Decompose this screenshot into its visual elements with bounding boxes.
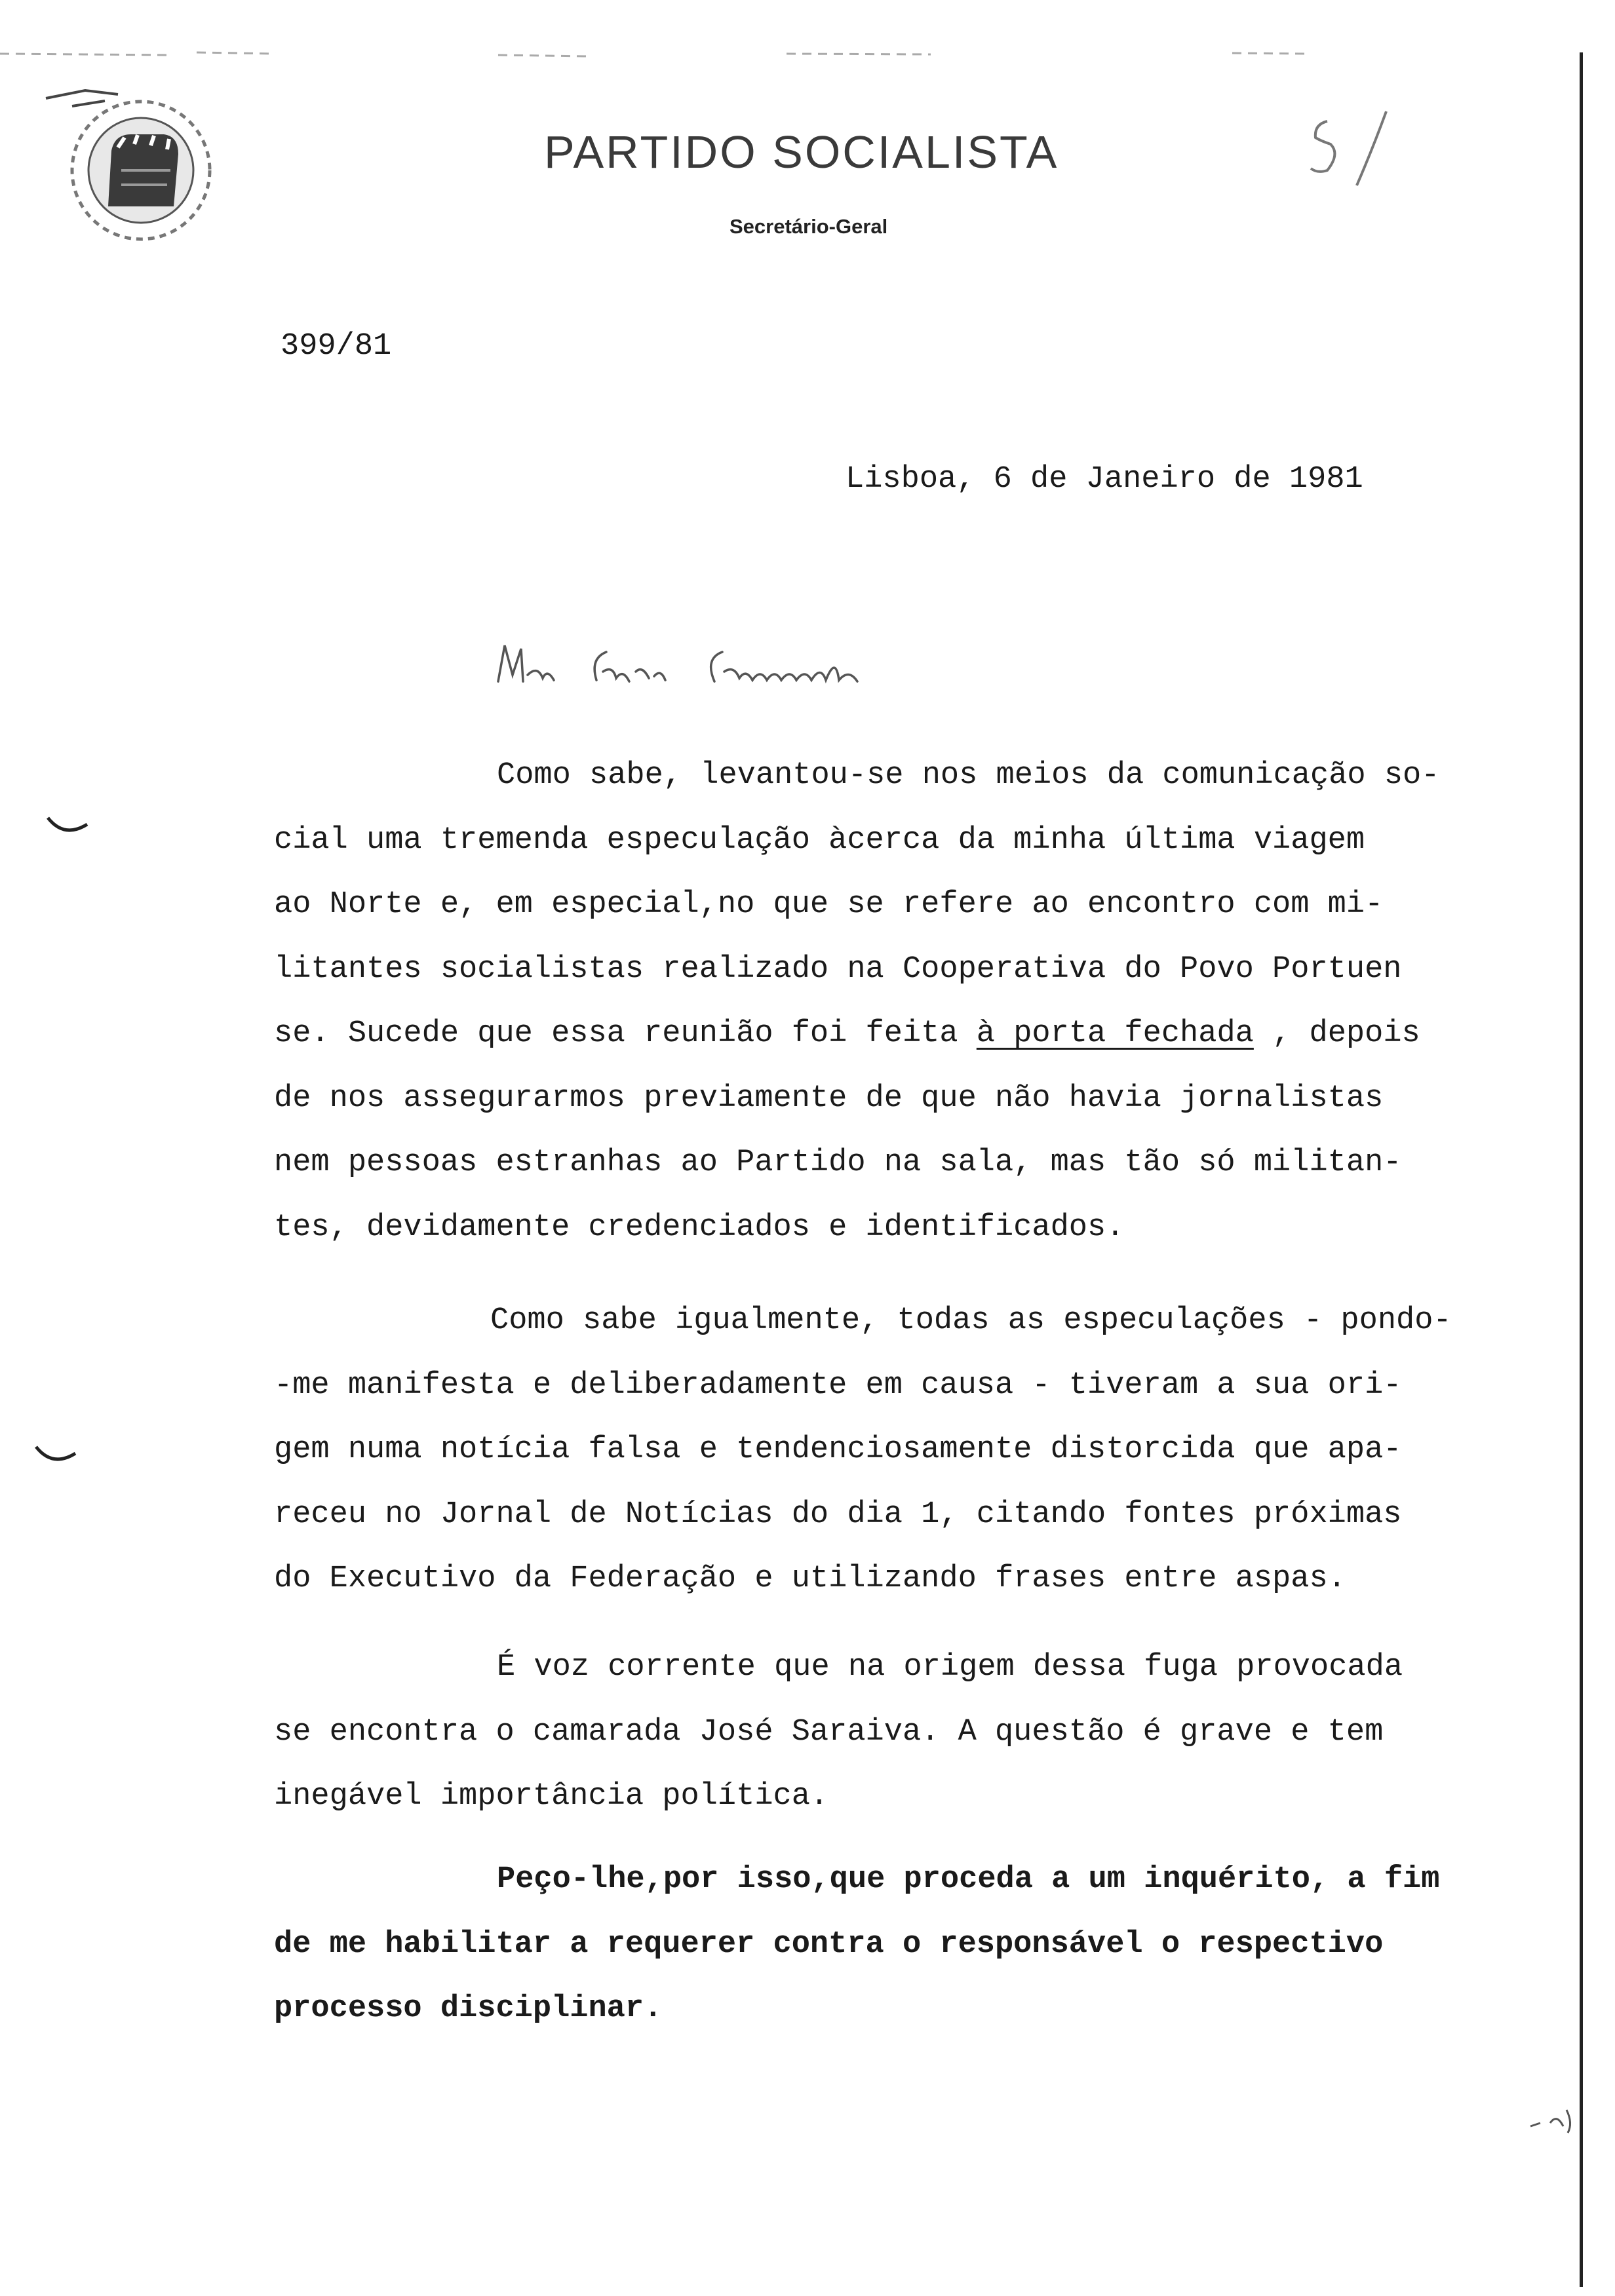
party-fist-logo-icon: [33, 72, 243, 249]
paragraph-line: litantes socialistas realizado na Cooperativa do Povo Portuen: [274, 951, 1402, 987]
margin-mark-icon: [33, 1442, 79, 1468]
reference-number: 399/81: [281, 329, 392, 364]
body-paragraph-3: [274, 1636, 1532, 1829]
date-line: Lisboa, 6 de Janeiro de 1981: [846, 462, 1363, 497]
body-paragraph-1: [274, 744, 1532, 1260]
paragraph-line: Peço-lhe,por isso,que proceda a um inquérito, a fim: [497, 1862, 1440, 1897]
scan-edge-rule: [1580, 52, 1583, 2287]
paragraph-line: ao Norte e, em especial,no que se refere ao encontro com mi-: [274, 887, 1384, 922]
handwritten-page-mark: [1301, 108, 1419, 193]
body-paragraph-4: [274, 1848, 1532, 2042]
paragraph-line: receu no Jornal de Notícias do dia 1, citando fontes próximas: [274, 1497, 1402, 1532]
paragraph-line: cial uma tremenda especulação àcerca da minha última viagem: [274, 822, 1365, 858]
paragraph-line: [274, 1002, 1532, 1067]
paragraph-line: de nos assegurarmos previamente de que não havia jornalistas: [274, 1081, 1384, 1116]
scan-mark-icon: [1527, 2103, 1580, 2136]
line-segment: , depois: [1272, 1016, 1420, 1051]
paragraph-line: se encontra o camarada José Saraiva. A questão é grave e tem: [274, 1714, 1384, 1750]
underlined-phrase: à porta fechada: [976, 1016, 1254, 1051]
margin-mark-icon: [45, 813, 90, 839]
paragraph-line: do Executivo da Federação e utilizando frases entre aspas.: [274, 1561, 1346, 1596]
paragraph-line: tes, devidamente credenciados e identificados.: [274, 1210, 1125, 1245]
paragraph-line: de me habilitar a requerer contra o responsável o respectivo: [274, 1926, 1384, 1962]
line-segment: se. Sucede que essa reunião foi feita: [274, 1016, 958, 1051]
paragraph-line: Como sabe igualmente, todas as especulações - pondo-: [490, 1303, 1452, 1338]
handwritten-salutation: [485, 629, 957, 701]
paragraph-line: gem numa notícia falsa e tendenciosamente distorcida que apa-: [274, 1432, 1402, 1467]
organization-subtitle: Secretário-Geral: [730, 215, 888, 238]
body-paragraph-2: [274, 1289, 1532, 1612]
paragraph-line: Como sabe, levantou-se nos meios da comunicação so-: [497, 758, 1440, 793]
scan-noise-top: [0, 46, 1615, 72]
organization-name: PARTIDO SOCIALISTA: [544, 126, 1059, 178]
paragraph-line: É voz corrente que na origem dessa fuga provocada: [497, 1650, 1403, 1685]
paragraph-line: processo disciplinar.: [274, 1991, 663, 2026]
paragraph-line: nem pessoas estranhas ao Partido na sala, mas tão só militan-: [274, 1145, 1402, 1180]
paragraph-line: inegável importância política.: [274, 1779, 829, 1814]
paragraph-line: -me manifesta e deliberadamente em causa - tiveram a sua ori-: [274, 1368, 1402, 1403]
